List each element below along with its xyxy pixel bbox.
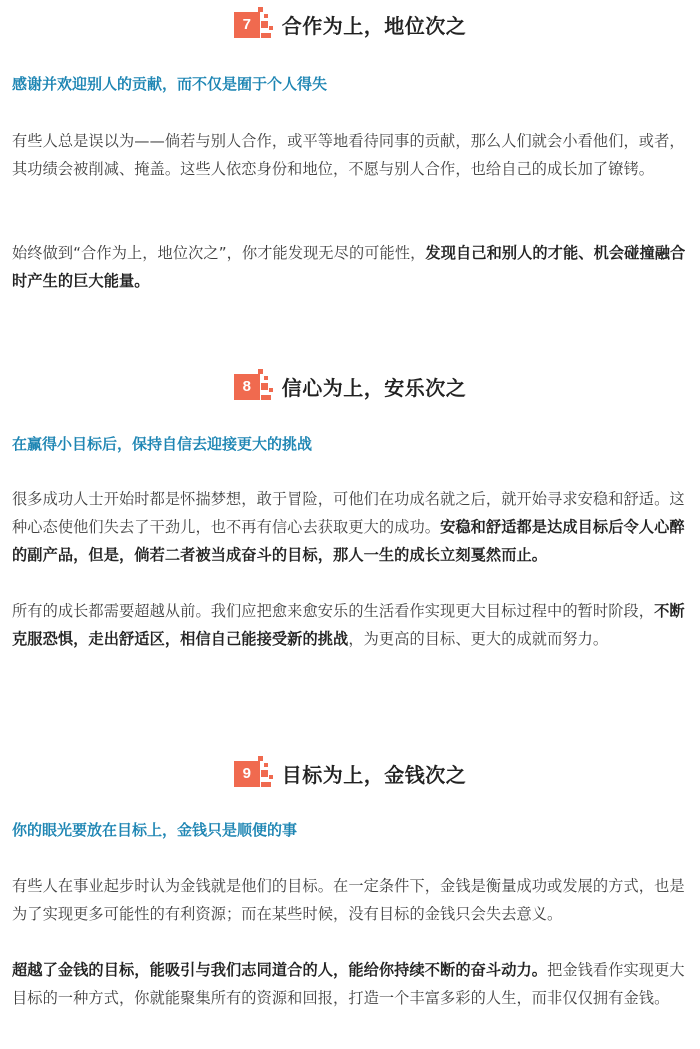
section-subtitle: 感谢并欢迎别人的贡献，而不仅是囿于个人得失	[12, 75, 328, 93]
paragraph	[12, 872, 690, 928]
emphasis-text: 不断克服恐惧，走出舒适区，相信自己能接受新的挑战	[12, 602, 685, 648]
number-badge-icon	[234, 6, 274, 42]
paragraph	[12, 597, 690, 653]
paragraph	[12, 485, 690, 569]
number-badge-icon	[234, 755, 274, 791]
section-title: 信心为上，安乐次之	[281, 375, 467, 400]
section-9-heading	[0, 753, 700, 793]
paragraph	[12, 956, 690, 1012]
emphasis-text: 超越了金钱的目标，能吸引与我们志同道合的人，能给你持续不断的奋斗动力。	[12, 961, 548, 979]
section-number: 7	[234, 12, 260, 38]
section-8-heading	[0, 366, 700, 406]
paragraph	[12, 127, 690, 183]
paragraph	[12, 239, 690, 295]
body-text: 所有的成长都需要超越从前。我们应把愈来愈安乐的生活看作实现更大目标过程中的暂时阶段，	[12, 602, 655, 620]
section-subtitle: 在赢得小目标后，保持自信去迎接更大的挑战	[12, 435, 313, 453]
body-text: ，为更高的目标、更大的成就而努力。	[348, 630, 609, 648]
body-text: 始终做到“合作为上，地位次之”，你才能发现无尽的可能性，	[12, 244, 426, 262]
body-text: 很多成功人士开始时都是怀揣梦想，敢于冒险，可他们在功成名就之后，就开始寻求安稳和舒适。这种心态使他们失去了干劲儿，也不再有信心去获取更大的成功。	[12, 490, 685, 536]
number-badge-icon	[234, 368, 274, 404]
section-number: 9	[234, 761, 260, 787]
section-title: 合作为上，地位次之	[281, 13, 467, 38]
section-7-heading	[0, 4, 700, 44]
section-subtitle: 你的眼光要放在目标上，金钱只是顺便的事	[12, 821, 298, 839]
emphasis-text: 安稳和舒适都是达成目标后令人心醉的副产品，但是，倘若二者被当成奋斗的目标，那人一生的成长立刻戛然而止。	[12, 518, 685, 564]
section-title: 目标为上，金钱次之	[281, 762, 467, 787]
body-text: 有些人总是误以为——倘若与别人合作，或平等地看待同事的贡献，那么人们就会小看他们，或者，其功绩会被削减、掩盖。这些人依恋身份和地位，不愿与别人合作，也给自己的成长加了镣铐。	[12, 132, 685, 178]
body-text: 把金钱看作实现更大目标的一种方式，你就能聚集所有的资源和回报，打造一个丰富多彩的人生，而非仅仅拥有金钱。	[12, 961, 685, 1007]
body-text: 有些人在事业起步时认为金钱就是他们的目标。在一定条件下，金钱是衡量成功或发展的方式，也是为了实现更多可能性的有利资源；而在某些时候，没有目标的金钱只会失去意义。	[12, 877, 685, 923]
emphasis-text: 发现自己和别人的才能、机会碰撞融合时产生的巨大能量。	[12, 244, 686, 290]
section-number: 8	[234, 374, 260, 400]
